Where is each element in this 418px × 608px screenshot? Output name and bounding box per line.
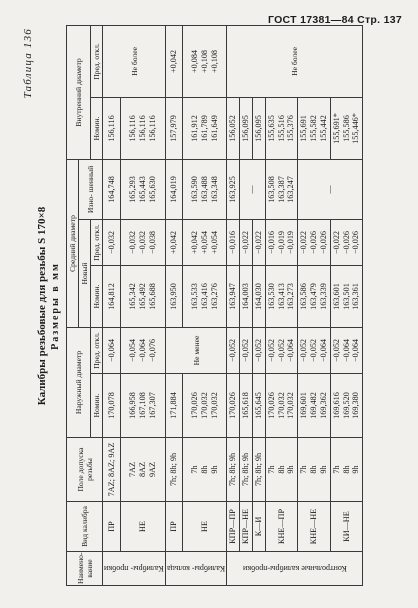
cell-kind: КПР—ПР: [227, 502, 240, 552]
cell-inner-nominal: 156,095: [240, 97, 253, 159]
cell-kind: КНЕ—НЕ: [298, 502, 331, 552]
cell-inner-nominal: 156,095: [252, 97, 265, 159]
cell-middle-nominal: 163,586 163,479 163,339: [298, 266, 331, 328]
cell-outer-nominal: 169,601 169,482 169,362: [298, 374, 331, 438]
cell-inner-nominal: 155,691* 155,586 155,446*: [330, 97, 363, 159]
group-label-control: Контрольные калибры-пробки: [227, 552, 363, 586]
cell-fields: 7h 8h 9h: [183, 438, 227, 502]
cell-fields: 7h 8h 9h: [265, 438, 298, 502]
cell-outer-nominal: 170,026: [227, 374, 240, 438]
cell-inner-deviation: +0,042: [166, 25, 183, 97]
cell-middle-nominal: 163,601 163,501 163,361: [330, 266, 363, 328]
cell-inner-nominal: 155,691 155,582 155,442: [298, 97, 331, 159]
cell-inner-deviation: +0,084 +0,108 +0,108: [183, 25, 227, 97]
header-outer-diameter: Наружный диаметр: [67, 328, 91, 438]
cell-inner-nominal: 157,979: [166, 97, 183, 159]
cell-inner-nominal: 155,635 155,516 155,376: [265, 97, 298, 159]
cell-middle-worn: 163,508 163,387 163,247: [265, 159, 298, 219]
header-middle-deviation: Пред. откл.: [91, 220, 103, 266]
cell-inner-nominal: 156,116: [103, 97, 121, 159]
cell-middle-nominal: 164,003: [240, 266, 253, 328]
table-row: [227, 25, 240, 585]
cell-middle-worn-empty: —: [240, 159, 266, 219]
cell-kind: К—И: [252, 502, 265, 552]
cell-inner-nominal: 156,116 156,116 156,116: [121, 97, 166, 159]
cell-fields: 7h; 8h; 9h: [227, 438, 240, 502]
cell-inner-nominal: 156,052: [227, 97, 240, 159]
cell-outer-deviation: −0,052: [252, 328, 265, 374]
cell-outer-deviation: −0,052: [240, 328, 253, 374]
cell-fields: 7h 8h 9h: [298, 438, 331, 502]
cell-fields: 7h; 8h; 9h: [252, 438, 265, 502]
cell-outer-deviation: −0,052: [227, 328, 240, 374]
header-outer-nominal: Номин.: [91, 374, 103, 438]
cell-outer-deviation: −0,052 −0,064 −0,064: [330, 328, 363, 374]
cell-middle-deviation: +0,042: [166, 220, 183, 266]
table-subcaption: Размеры в мм: [50, 262, 61, 350]
cell-kind: НЕ: [183, 502, 227, 552]
table-row: [183, 25, 227, 585]
cell-fields: 7h 8h 9h: [330, 438, 363, 502]
header-name: Наимено- вание: [67, 552, 103, 586]
cell-fields: 7h; 8h; 9h: [240, 438, 253, 502]
cell-kind: ПР: [166, 502, 183, 552]
gauge-dimensions-table: [66, 25, 363, 586]
table-label: Таблица 136: [22, 28, 34, 99]
cell-outer-nominal: 166,958 167,108 167,307: [121, 374, 166, 438]
group-label-ring: Калибры- кольца: [166, 552, 227, 586]
cell-middle-nominal: 165,342 165,492 165,688: [121, 266, 166, 328]
cell-middle-deviation: −0,022: [240, 220, 253, 266]
header-middle-nominal: Номин.: [91, 266, 103, 328]
table-caption: Калибры резьбовые для резьбы S 170×8: [36, 206, 48, 406]
cell-middle-deviation: +0,042 +0,054 +0,054: [183, 220, 227, 266]
cell-outer-nominal: 165,645: [252, 374, 265, 438]
table-row: [103, 25, 121, 585]
header-outer-deviation: Пред. откл.: [91, 328, 103, 374]
header-inner-diameter: Внутренний диаметр: [67, 25, 91, 159]
cell-fields: 7AZ 8AZ 9AZ: [121, 438, 166, 502]
cell-outer-nominal: 165,618: [240, 374, 253, 438]
cell-inner-nominal: 161,912 161,789 161,649: [183, 97, 227, 159]
cell-outer-nominal: 170,078: [103, 374, 121, 438]
cell-middle-deviation: −0,022 −0,026 −0,026: [298, 220, 331, 266]
cell-middle-nominal: 164,812: [103, 266, 121, 328]
page-header: ГОСТ 17381—84 Стр. 137: [267, 14, 402, 26]
header-inner-deviation: Пред. откл.: [91, 25, 103, 97]
cell-inner-deviation-not-more: Не более: [103, 25, 166, 97]
cell-kind: КПР—НЕ: [240, 502, 253, 552]
cell-kind: НЕ: [121, 502, 166, 552]
cell-fields: 7AZ; 8AZ; 9AZ: [103, 438, 121, 502]
group-label-plug: Калибры- пробки: [103, 552, 166, 586]
cell-middle-worn: 165,293 165,443 165,630: [121, 159, 166, 219]
cell-middle-nominal: 163,950: [166, 266, 183, 328]
table-row: [252, 25, 265, 585]
cell-fields: 7h; 8h; 9h: [166, 438, 183, 502]
rotated-table-page: [20, 26, 406, 586]
table-row: [240, 25, 253, 585]
cell-outer-nominal: 170,026 170,032 170,032: [183, 374, 227, 438]
cell-middle-nominal: 164,030: [252, 266, 265, 328]
cell-middle-deviation: −0,032: [103, 220, 121, 266]
cell-outer-deviation: −0,064: [103, 328, 121, 374]
cell-middle-worn: 164,748: [103, 159, 121, 219]
cell-kind: ПР: [103, 502, 121, 552]
cell-outer-deviation-not-less: Не менее: [166, 328, 227, 374]
table-row: [166, 25, 183, 585]
cell-middle-worn-empty: —: [298, 159, 363, 219]
header-middle-diameter: Средний диаметр: [67, 159, 79, 327]
cell-outer-deviation: −0,052 −0,052 −0,064: [265, 328, 298, 374]
header-new: Новый: [79, 220, 91, 328]
cell-outer-nominal: 169,616 169,520 169,380: [330, 374, 363, 438]
cell-middle-deviation: −0,032 −0,032 −0,038: [121, 220, 166, 266]
cell-inner-deviation-not-more: Не более: [227, 25, 363, 97]
cell-middle-deviation: −0,022: [252, 220, 265, 266]
table-row: [330, 25, 363, 585]
table-row: [121, 25, 166, 585]
cell-kind: КИ—НЕ: [330, 502, 363, 552]
cell-middle-worn: 164,019: [166, 159, 183, 219]
cell-middle-nominal: 163,533 163,416 163,276: [183, 266, 227, 328]
cell-middle-nominal: 163,530 163,413 163,273: [265, 266, 298, 328]
table-row: [265, 25, 298, 585]
cell-outer-deviation: −0,052 −0,052 −0,064: [298, 328, 331, 374]
table-row: [298, 25, 331, 585]
header-tolerance-field: Поле допуска резьбы: [67, 438, 103, 502]
cell-middle-deviation: −0,022 −0,026 −0,026: [330, 220, 363, 266]
cell-middle-deviation: −0,016: [227, 220, 240, 266]
header-worn: Изно- шенный: [79, 159, 103, 219]
cell-middle-worn: 163,925: [227, 159, 240, 219]
cell-middle-worn: 163,590 163,488 163,348: [183, 159, 227, 219]
header-inner-nominal: Номин.: [91, 97, 103, 159]
header-kind: Вид калибра: [67, 502, 103, 552]
cell-kind: КНЕ—ПР: [265, 502, 298, 552]
cell-middle-deviation: −0,016 −0,019 −0,019: [265, 220, 298, 266]
cell-outer-deviation: −0,054 −0,064 −0,076: [121, 328, 166, 374]
cell-outer-nominal: 170,026 170,032 170,032: [265, 374, 298, 438]
cell-outer-nominal: 171,884: [166, 374, 183, 438]
cell-middle-nominal: 163,947: [227, 266, 240, 328]
